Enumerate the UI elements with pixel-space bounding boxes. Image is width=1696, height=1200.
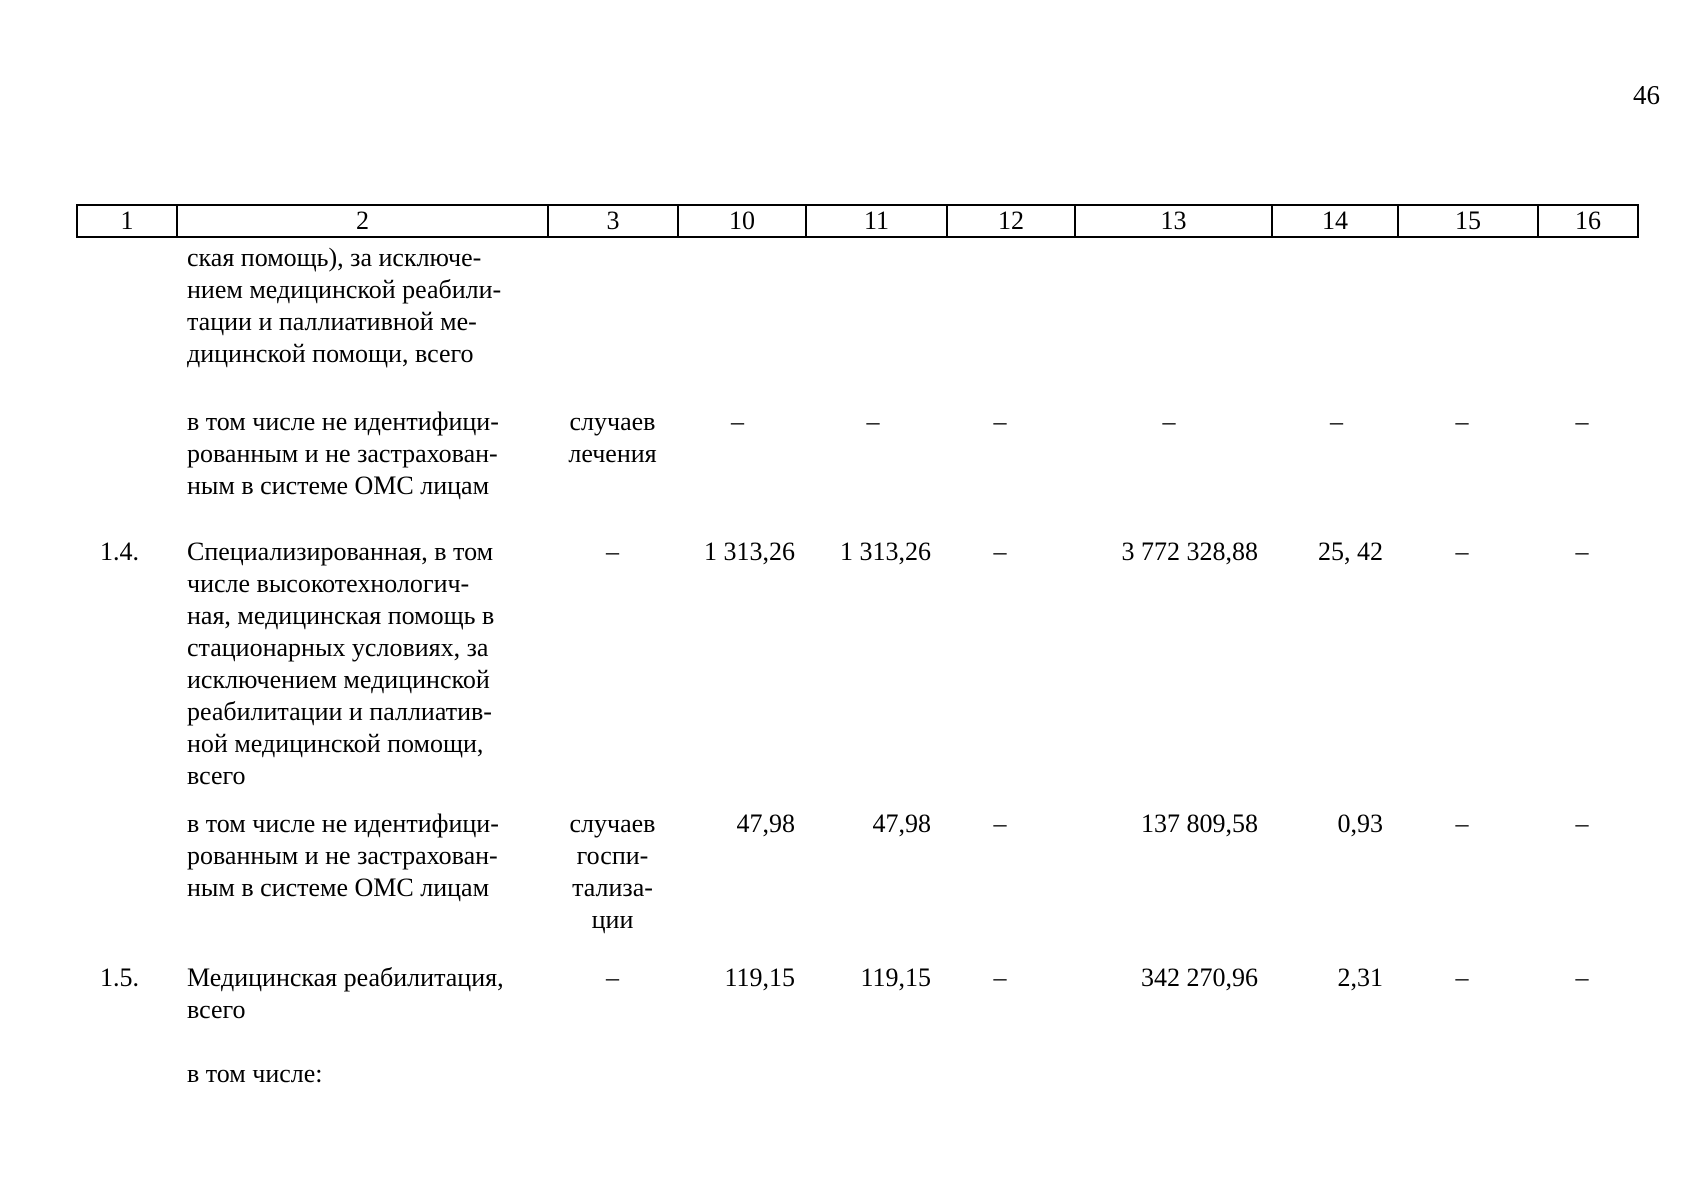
row-1-col-12: – (993, 407, 1007, 436)
text-line: реабилитации и паллиатив- (187, 697, 492, 726)
text-line: Медицинская реабилитация, (187, 963, 504, 992)
row-3-col-11: 47,98 (872, 809, 931, 838)
header-col-2: 2 (177, 205, 548, 237)
row-2-description (187, 536, 532, 792)
text-line: нием медицинской реабили- (187, 275, 502, 304)
row-5-description (187, 1058, 532, 1090)
header-col-12: 12 (947, 205, 1075, 237)
row-2-col-14: 25, 42 (1318, 537, 1383, 566)
text-line: в том числе: (187, 1059, 323, 1088)
row-3-col-14: 0,93 (1337, 809, 1383, 838)
row-3-col-13: 137 809,58 (1141, 809, 1258, 838)
row-3-col-16: – (1575, 809, 1589, 838)
header-col-10: 10 (678, 205, 806, 237)
row-2-unit: – (606, 537, 619, 566)
text-line: исключением медицинской (187, 665, 490, 694)
text-line: числе высокотехнологич- (187, 569, 470, 598)
text-line: всего (187, 995, 246, 1024)
row-4-col-10: 119,15 (724, 963, 795, 992)
row-3-description (187, 808, 532, 904)
row-1-col-10: – (731, 407, 744, 436)
text-line: в том числе не идентифици- (187, 809, 499, 838)
header-col-1: 1 (77, 205, 177, 237)
row-4-col-15: – (1455, 963, 1469, 992)
text-line: в том числе не идентифици- (187, 407, 499, 436)
text-line: рованным и не застрахован- (187, 439, 498, 468)
row-2-col-13: 3 772 328,88 (1121, 537, 1258, 566)
header-row (77, 205, 1638, 237)
row-4-col-16: – (1575, 963, 1589, 992)
row-2-col-11: 1 313,26 (840, 537, 931, 566)
text-line: ская помощь), за исключе- (187, 243, 482, 272)
text-line: ная, медицинская помощь в (187, 601, 495, 630)
column-header-table (76, 204, 1639, 238)
row-1-description (187, 406, 532, 502)
header-col-15: 15 (1398, 205, 1538, 237)
row-1-col-13: – (1162, 407, 1176, 436)
unit-line: случаев (569, 809, 656, 838)
text-line: всего (187, 761, 246, 790)
row-4-unit: – (606, 963, 619, 992)
unit-line: тализа- (572, 873, 653, 902)
row-4-col-13: 342 270,96 (1141, 963, 1258, 992)
header-col-13: 13 (1075, 205, 1272, 237)
text-line: стационарных условиях, за (187, 633, 489, 662)
row-0-description (187, 242, 532, 370)
text-line: рованным и не застрахован- (187, 841, 498, 870)
unit-line: ции (591, 905, 634, 934)
row-2-col-16: – (1575, 537, 1589, 566)
unit-line: госпи- (576, 841, 649, 870)
row-2-col-15: – (1455, 537, 1469, 566)
row-3-unit (555, 808, 670, 936)
row-1-col-11: – (866, 407, 880, 436)
row-4-col-14: 2,31 (1337, 963, 1383, 992)
row-3-col-12: – (993, 809, 1007, 838)
text-line: тации и паллиативной ме- (187, 307, 477, 336)
row-1-col-16: – (1575, 407, 1589, 436)
row-4-number: 1.5. (100, 963, 139, 992)
text-line: Специализированная, в том (187, 537, 494, 566)
unit-line: случаев (569, 407, 656, 436)
row-3-col-10: 47,98 (736, 809, 795, 838)
row-3-col-15: – (1455, 809, 1469, 838)
text-line: ной медицинской помощи, (187, 729, 484, 758)
header-col-11: 11 (806, 205, 947, 237)
row-1-col-15: – (1455, 407, 1469, 436)
row-1-col-14: – (1330, 407, 1343, 436)
header-col-3: 3 (548, 205, 678, 237)
text-line: дицинской помощи, всего (187, 339, 474, 368)
header-col-16: 16 (1538, 205, 1638, 237)
unit-line: лечения (568, 439, 657, 468)
header-col-14: 14 (1272, 205, 1398, 237)
row-2-col-10: 1 313,26 (704, 537, 795, 566)
row-4-description (187, 962, 532, 1026)
row-2-col-12: – (993, 537, 1007, 566)
row-2-number: 1.4. (100, 537, 139, 566)
row-4-col-12: – (993, 963, 1007, 992)
page-number: 46 (1633, 80, 1660, 110)
text-line: ным в системе ОМС лицам (187, 471, 490, 500)
row-4-col-11: 119,15 (860, 963, 931, 992)
row-1-unit (555, 406, 670, 470)
text-line: ным в системе ОМС лицам (187, 873, 490, 902)
